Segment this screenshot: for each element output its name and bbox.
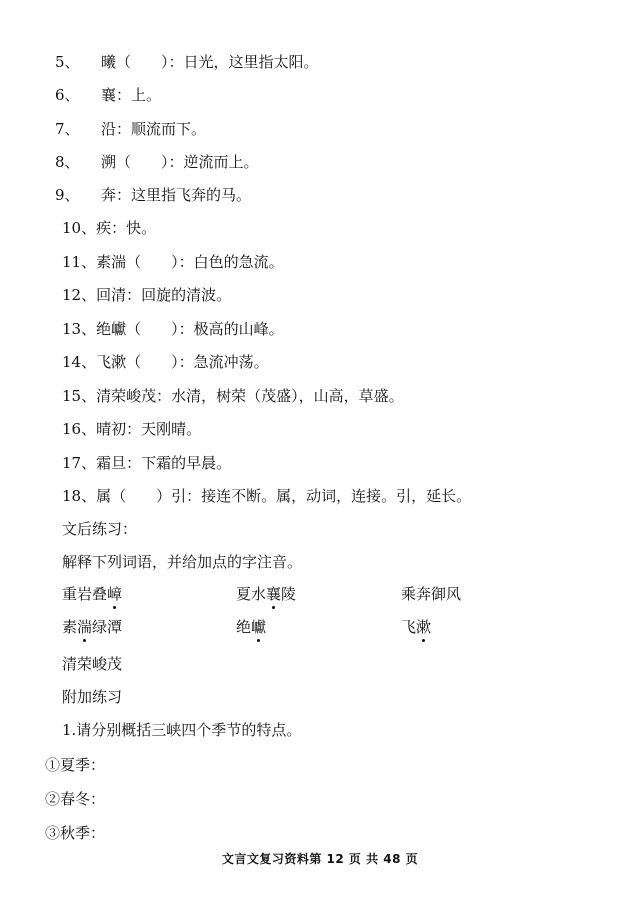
definition-item — [55, 85, 161, 105]
vocab-text: 飞 — [401, 618, 417, 636]
vocab-text: 陵 — [281, 585, 297, 603]
definition-text: 属（ ）引：接连不断。属，动词，连接。引，延长。 — [96, 487, 472, 505]
vocab-word — [401, 617, 431, 637]
exercise-title: 文后练习： — [62, 520, 138, 538]
definition-item — [55, 185, 251, 205]
definition-number: 13、 — [62, 320, 97, 338]
definition-number: 6、 — [55, 86, 80, 104]
definition-number: 14、 — [62, 353, 97, 371]
definition-item — [55, 52, 319, 72]
definition-item — [62, 486, 471, 506]
definition-item — [62, 252, 284, 272]
vocab-text: 绝 — [236, 618, 252, 636]
definition-number: 15、 — [62, 387, 97, 405]
definition-item — [55, 152, 259, 172]
definition-item — [62, 419, 201, 439]
vocab-text: 素 — [62, 618, 78, 636]
vocab-dotted-char: 嶂 — [107, 585, 123, 603]
answer-line-autumn: ③秋季： — [45, 824, 106, 842]
vocab-dotted-char: 襄 — [266, 585, 282, 603]
exercise-instruction: 解释下列词语，并给加点的字注音。 — [62, 553, 303, 571]
definition-text: 素湍（ ）：白色的急流。 — [96, 253, 284, 271]
vocab-text: 绿潭 — [92, 618, 123, 636]
vocab-word — [62, 617, 122, 637]
definition-number: 17、 — [62, 454, 97, 472]
definition-text: 清荣峻茂：水清，树荣（茂盛），山高，草盛。 — [96, 387, 404, 405]
vocab-text: 乘奔御风 — [401, 585, 462, 603]
definition-number: 16、 — [62, 420, 97, 438]
definition-item — [62, 218, 156, 238]
vocab-dotted-char: 漱 — [416, 618, 432, 636]
definition-item — [55, 119, 206, 139]
answer-line-summer: ①夏季： — [45, 756, 106, 774]
definition-text: 溯（ ）：逆流而上。 — [101, 153, 259, 171]
definition-number: 10、 — [62, 219, 97, 237]
definition-number: 18、 — [62, 487, 97, 505]
definition-text: 飞漱（ ）：急流冲荡。 — [96, 353, 269, 371]
definition-number: 9、 — [55, 186, 80, 204]
definition-text: 襄：上。 — [101, 86, 162, 104]
definition-text: 霜旦：下霜的早晨。 — [96, 454, 232, 472]
page-footer: 文言文复习资料第 12 页 共 48 页 — [221, 852, 419, 866]
definition-number: 11、 — [62, 253, 97, 271]
definition-number: 12、 — [62, 286, 97, 304]
vocab-text: 夏水 — [236, 585, 267, 603]
additional-question: 1.请分别概括三峡四个季节的特点。 — [62, 721, 302, 739]
definition-text: 绝巘（ ）：极高的山峰。 — [96, 320, 284, 338]
vocab-word — [62, 584, 122, 604]
definition-item — [62, 453, 231, 473]
vocab-dotted-char: 湍 — [77, 618, 93, 636]
vocab-word — [401, 584, 461, 604]
definition-number: 8、 — [55, 153, 80, 171]
definition-number: 7、 — [55, 120, 80, 138]
definition-text: 疾：快。 — [96, 219, 157, 237]
vocab-word — [236, 584, 296, 604]
vocab-word — [236, 617, 266, 637]
answer-line-spring-winter: ②春冬： — [45, 790, 106, 808]
definition-item — [62, 319, 284, 339]
definition-text: 晴初：天刚晴。 — [96, 420, 202, 438]
vocab-dotted-char: 巘 — [251, 618, 267, 636]
vocab-text: 重岩叠 — [62, 585, 108, 603]
definition-text: 沿：顺流而下。 — [101, 120, 207, 138]
vocab-word: 清荣峻茂 — [62, 655, 123, 673]
definition-item — [62, 386, 404, 406]
definition-text: 回清：回旋的清波。 — [96, 286, 232, 304]
definition-text: 曦（ ）：日光，这里指太阳。 — [101, 53, 319, 71]
definition-item — [62, 352, 269, 372]
definition-item — [62, 285, 231, 305]
definition-number: 5、 — [55, 53, 80, 71]
additional-title: 附加练习 — [62, 688, 123, 706]
definition-text: 奔：这里指飞奔的马。 — [101, 186, 252, 204]
